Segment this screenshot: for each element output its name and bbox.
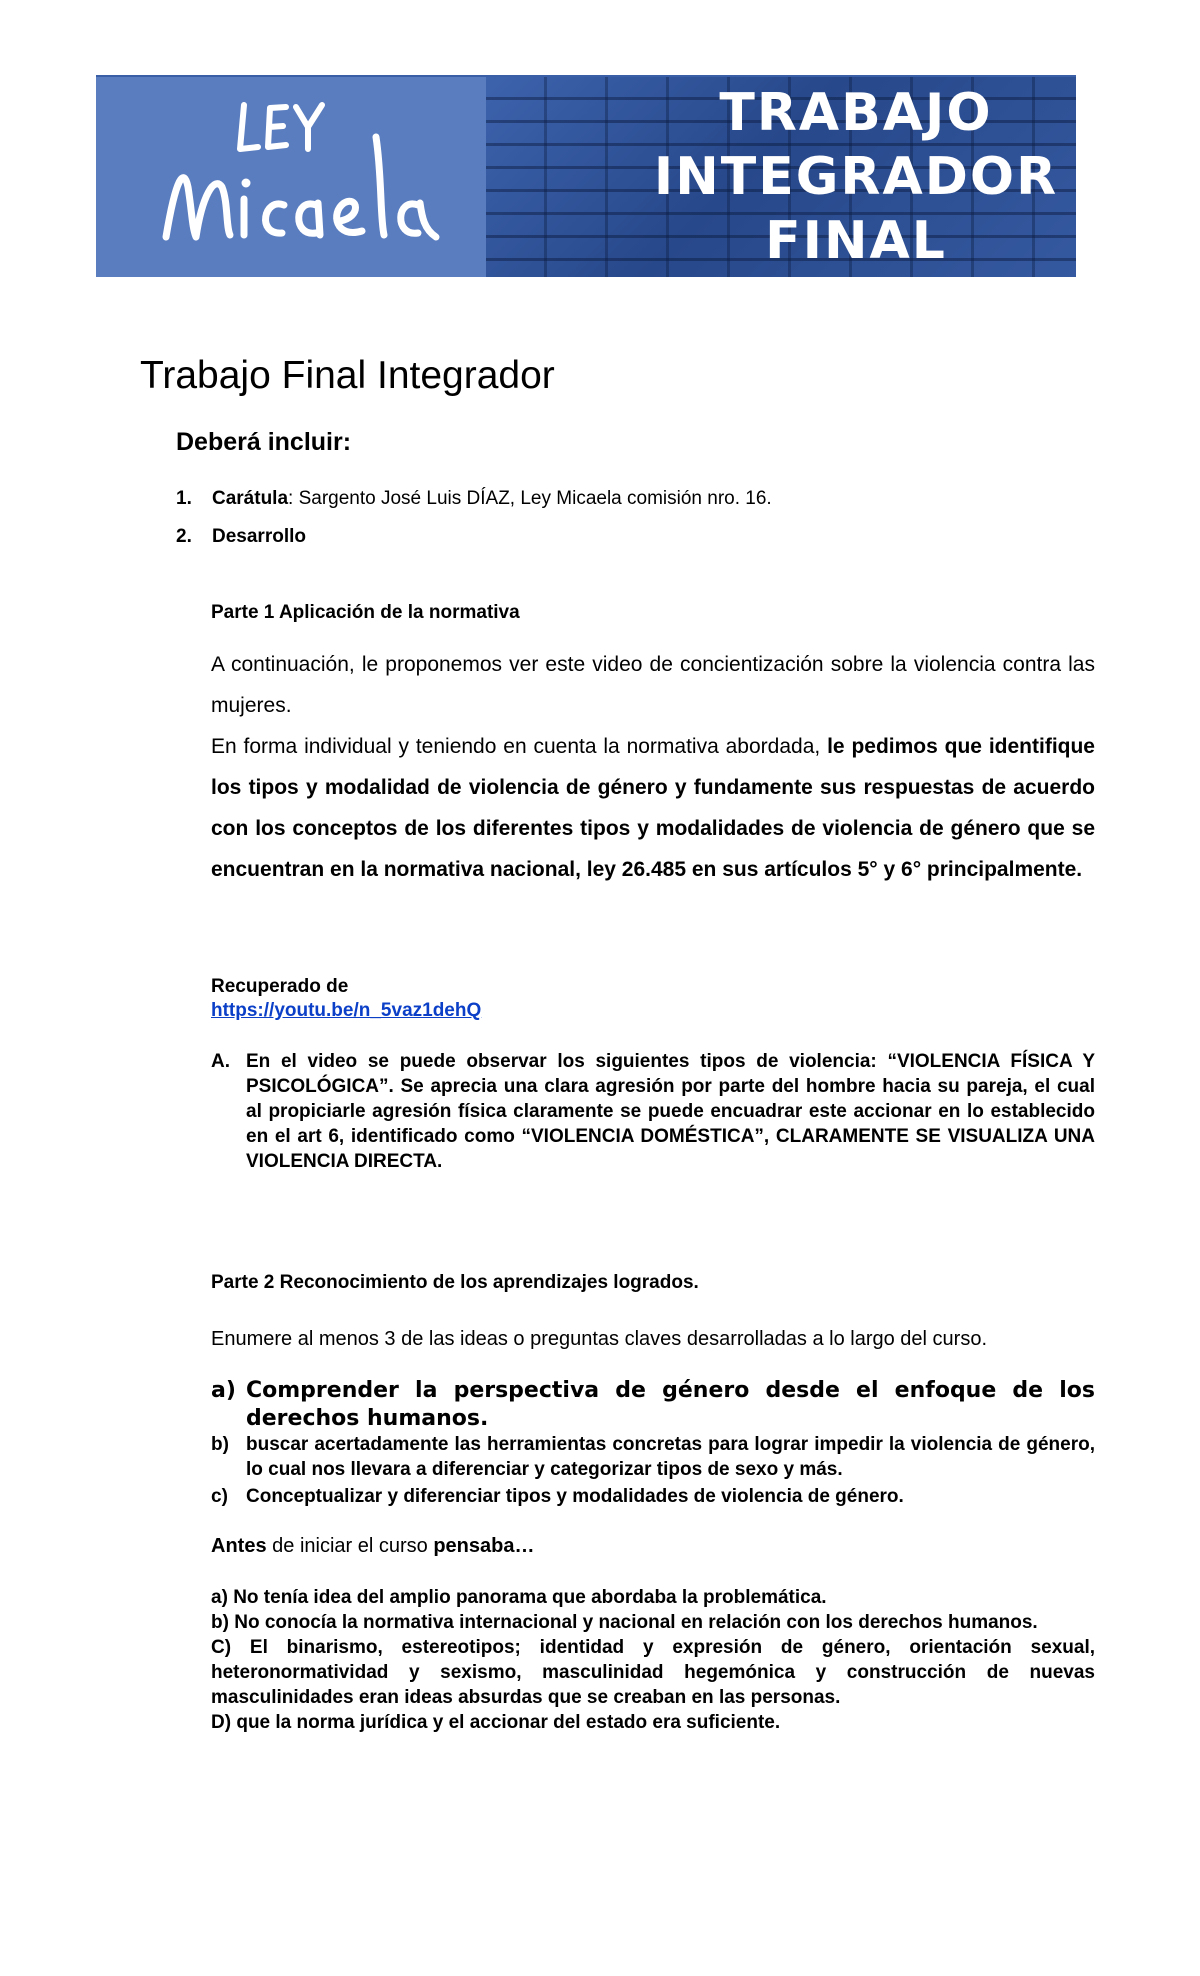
video-link[interactable]: https://youtu.be/n_5vaz1dehQ <box>211 1000 482 1021</box>
idea-label: a) <box>211 1378 236 1403</box>
idea-text: buscar acertadamente las herramientas concretas para lograr impedir la violencia de género, lo cual nos llevara a diferenciar y categorizar tipos de sexo y más. <box>246 1434 1095 1480</box>
idea-c <box>211 1484 1095 1509</box>
idea-text: Comprender la perspectiva de género desde el enfoque de los derechos humanos. <box>246 1378 1095 1431</box>
list-item <box>176 526 306 548</box>
antes-item <box>211 1710 1095 1735</box>
antes-item-label: b) <box>211 1612 229 1633</box>
idea-a <box>211 1377 1095 1433</box>
antes-list <box>211 1585 1095 1735</box>
parte1-intro: A continuación, le proponemos ver este video de concientización sobre la violencia contra las mujeres. <box>211 653 1095 717</box>
ley-micaela-logo <box>136 87 456 267</box>
antes-item-text: No conocía la normativa internacional y nacional en relación con los derechos humanos. <box>234 1612 1038 1633</box>
idea-b <box>211 1432 1095 1482</box>
parte1-task-bold: le pedimos que identifique los tipos y modalidad de violencia de género y fundamente sus respuestas de acuerdo con los conceptos de los diferentes tipos y modalidades de violencia de género que se encuentran en la normativa nacional, ley 26.485 en sus artículos 5° y 6° principalmente. <box>211 735 1095 881</box>
banner-title-line-1: TRABAJO <box>719 83 993 143</box>
video-link-wrap <box>211 1000 481 1022</box>
parte2-heading: Parte 2 Reconocimiento de los aprendizajes logrados. <box>211 1272 699 1293</box>
list-number: 2. <box>176 526 192 547</box>
answer-a-label: A. <box>211 1051 230 1072</box>
antes-item-label: a) <box>211 1587 228 1608</box>
idea-label: c) <box>211 1486 228 1507</box>
parte1-task-plain: En forma individual y teniendo en cuenta la normativa abordada, <box>211 735 821 758</box>
antes-item <box>211 1635 1095 1710</box>
banner-title-line-2: INTEGRADOR <box>653 147 1059 207</box>
answer-a <box>211 1049 1095 1174</box>
list-item <box>176 488 772 510</box>
antes-bold-2: pensaba… <box>433 1535 535 1557</box>
antes-item <box>211 1610 1095 1635</box>
antes-item-text: No tenía idea del amplio panorama que abordaba la problemática. <box>233 1587 827 1608</box>
answer-a-text: En el video se puede observar los siguientes tipos de violencia: “VIOLENCIA FÍSICA Y PSICOLÓGICA”. Se aprecia una clara agresión por parte del hombre hacia su pareja, el cual al propiciarle agresión física claramente se puede encuadrar este accionar en lo establecido en el art 6, identificado como “VIOLENCIA DOMÉSTICA”, CLARAMENTE SE VISUALIZA UNA VIOLENCIA DIRECTA. <box>246 1051 1095 1172</box>
list-label: Desarrollo <box>212 526 306 547</box>
parte2-intro: Enumere al menos 3 de las ideas o preguntas claves desarrolladas a lo largo del curso. <box>211 1328 987 1350</box>
parte1-heading: Parte 1 Aplicación de la normativa <box>211 602 520 623</box>
page-title: Trabajo Final Integrador <box>140 354 555 397</box>
section-subtitle: Deberá incluir: <box>176 428 352 456</box>
banner-title <box>636 77 1076 277</box>
antes-item-label: C) <box>211 1637 232 1658</box>
antes-item-label: D) <box>211 1712 232 1733</box>
list-number: 1. <box>176 488 192 509</box>
header-banner <box>96 77 1076 277</box>
antes-item <box>211 1585 1095 1610</box>
antes-item-text: que la norma jurídica y el accionar del estado era suficiente. <box>236 1712 781 1733</box>
parte1-paragraph <box>211 644 1095 890</box>
list-text: : Sargento José Luis DÍAZ, Ley Micaela comisión nro. 16. <box>288 488 772 509</box>
antes-plain: de iniciar el curso <box>266 1535 434 1557</box>
banner-logo-panel <box>96 77 486 277</box>
idea-text: Conceptualizar y diferenciar tipos y modalidades de violencia de género. <box>246 1486 904 1507</box>
banner-brick-panel <box>486 77 1076 277</box>
antes-item-text: El binarismo, estereotipos; identidad y expresión de género, orientación sexual, heteronormatividad y sexismo, masculinidad hegemónica y construcción de nuevas masculinidades eran ideas absurdas que se creaban en las personas. <box>211 1637 1095 1708</box>
antes-line <box>211 1534 1095 1559</box>
idea-label: b) <box>211 1434 229 1455</box>
antes-bold-1: Antes <box>211 1535 267 1557</box>
banner-title-line-3: FINAL <box>765 211 947 271</box>
list-label: Carátula <box>212 488 289 509</box>
recuperado-label: Recuperado de <box>211 976 349 997</box>
parte1-task <box>211 726 1095 890</box>
